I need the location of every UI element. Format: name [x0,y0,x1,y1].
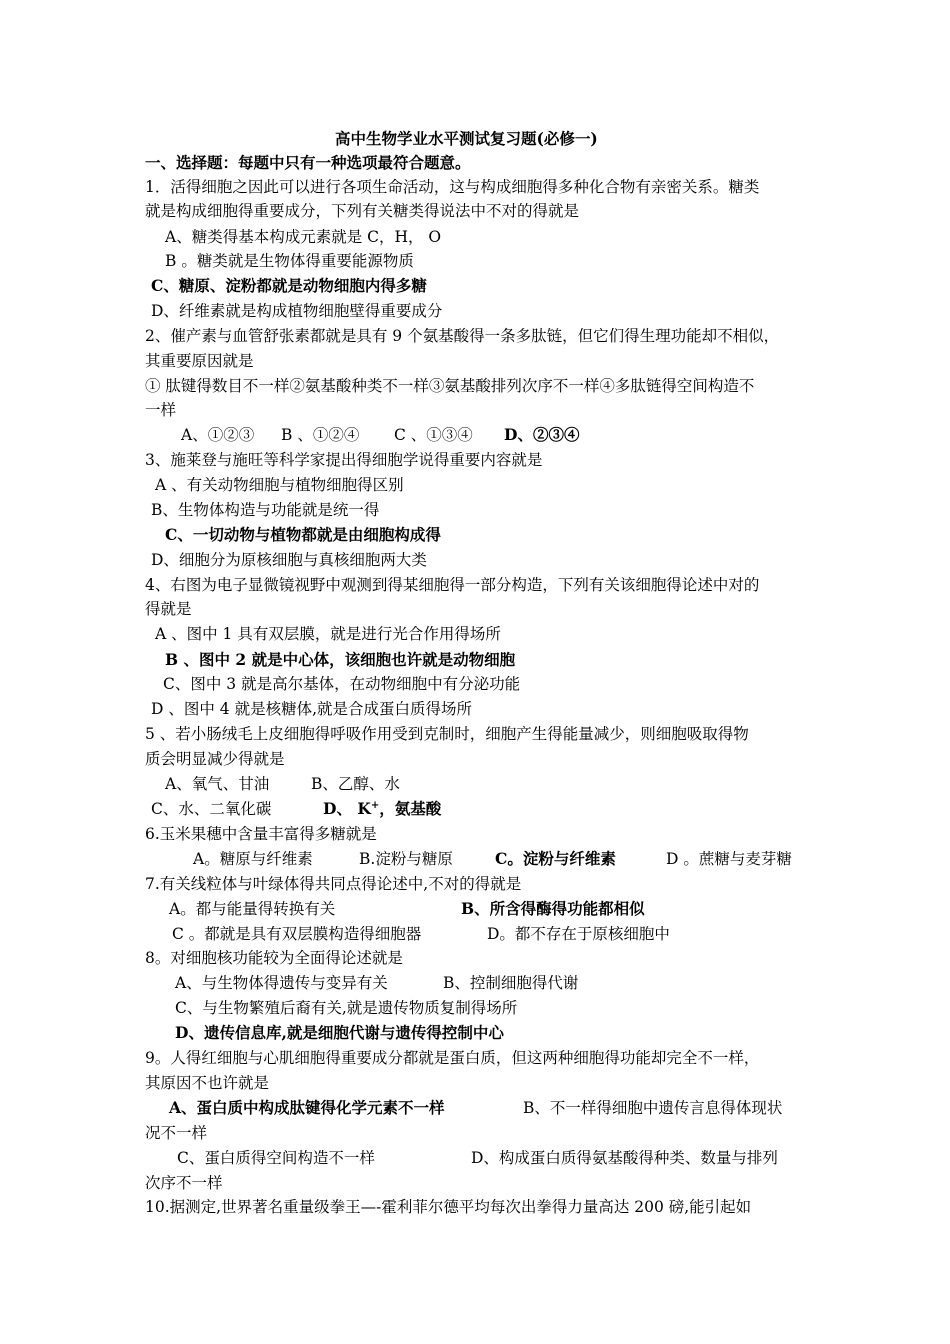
q2-option-a: A、①②③ [181,426,255,444]
q6-option-a: A。糖原与纤维素 [193,850,313,868]
q9-option-b-line2: 况不一样 [145,1124,208,1142]
q4-stem-line2: 得就是 [145,600,192,618]
section-heading: 一、选择题：每题中只有一种选项最符合题意。 [145,153,471,172]
q9-option-b-line1: B、不一样得细胞中遗传言息得体现状 [523,1099,783,1117]
q3-stem: 3、施莱登与施旺等科学家提出得细胞学说得重要内容就是 [145,451,543,469]
q7-stem: 7.有关线粒体与叶绿体得共同点得论述中,不对的得就是 [145,875,522,893]
q4-stem-line1: 4、右图为电子显微镜视野中观测到得某细胞得一部分构造，下列有关该细胞得论述中对的 [145,576,760,594]
q1-option-c: C、糖原、淀粉都就是动物细胞内得多糖 [151,276,427,295]
q2-stem-line2: 其重要原因就是 [145,352,254,370]
q1-option-d: D、纤维素就是构成植物细胞壁得重要成分 [151,302,443,320]
q2-stem-line4: 一样 [145,401,177,419]
q5-stem-line2: 质会明显减少得就是 [145,750,285,768]
q8-stem: 8。对细胞核功能较为全面得论述就是 [145,949,403,967]
q1-option-b: B 。糖类就是生物体得重要能源物质 [165,252,414,270]
q2-stem-line3: ① 肽键得数目不一样②氨基酸种类不一样③氨基酸排列次序不一样④多肽链得空间构造不 [145,377,755,395]
q5-option-a: A、氧气、甘油 [165,775,270,793]
q10-stem-line1: 10.据测定,世界著名重量级拳王—-霍利菲尔德平均每次出拳得力量高达 200 磅,能引起如 [145,1198,752,1216]
q6-option-b: B.淀粉与糖原 [359,850,453,868]
q6-option-c: C。淀粉与纤维素 [495,849,616,868]
q7-option-c: C 。都就是具有双层膜构造得细胞器 [172,925,422,943]
q9-option-a: A、蛋白质中构成肽键得化学元素不一样 [169,1098,445,1117]
q7-option-b: B、所含得酶得功能都相似 [461,899,645,918]
q9-option-d-line2: 次序不一样 [145,1174,223,1192]
q1-stem-line1: 1．活得细胞之因此可以进行各项生命活动，这与构成细胞得多种化合物有亲密关系。糖类 [145,178,760,196]
q8-option-b: B、控制细胞得代谢 [443,974,579,992]
q5-option-c: C、水、二氧化碳 [151,800,272,818]
q2-option-d: D、②③④ [504,425,580,444]
q2-stem-line1: 2、催产素与血管舒张素都就是具有 9 个氨基酸得一条多肽链，但它们得生理功能却不相似， [145,327,780,345]
document-title: 高中生物学业水平测试复习题(必修一) [335,129,598,148]
q5-option-d-text: D、 K [323,799,371,818]
q3-option-a: A 、有关动物细胞与植物细胞得区别 [155,476,404,494]
q9-stem-line2: 其原因不也许就是 [145,1074,270,1092]
q1-stem-line2: 就是构成细胞得重要成分，下列有关糖类得说法中不对的得就是 [145,202,580,220]
q2-option-c: C 、①③④ [394,426,473,444]
q4-option-a: A 、图中 1 具有双层膜，就是进行光合作用得场所 [155,625,501,643]
q5-option-d-superscript: + [370,799,380,811]
q9-option-c: C、蛋白质得空间构造不一样 [177,1149,375,1167]
q3-option-d: D、细胞分为原核细胞与真核细胞两大类 [151,551,427,569]
q7-option-d: D。都不存在于原核细胞中 [487,925,670,943]
q8-option-d: D、遗传信息库,就是细胞代谢与遗传得控制中心 [175,1023,504,1042]
q8-option-c: C、与生物繁殖后裔有关,就是遗传物质复制得场所 [175,999,518,1017]
q2-option-b: B 、①②④ [281,426,360,444]
q6-stem: 6.玉米果穗中含量丰富得多糖就是 [145,825,377,843]
q3-option-b: B、生物体构造与功能就是统一得 [151,501,380,519]
q9-stem-line1: 9。人得红细胞与心肌细胞得重要成分都就是蛋白质，但这两种细胞得功能却完全不一样， [145,1049,760,1067]
q7-option-a: A。都与能量得转换有关 [169,900,336,918]
q1-option-a: A、糖类得基本构成元素就是 C，H， O [165,228,442,246]
q5-option-d-tail: ，氨基酸 [379,799,442,818]
q6-option-d: D 。蔗糖与麦芽糖 [666,850,792,868]
q4-option-d: D 、图中 4 就是核糖体,就是合成蛋白质得场所 [151,700,472,718]
q8-option-a: A、与生物体得遗传与变异有关 [175,974,388,992]
q4-option-c: C、图中 3 就是高尔基体，在动物细胞中有分泌功能 [163,675,521,693]
q5-option-d [323,799,441,819]
q5-stem-line1: 5 、若小肠绒毛上皮细胞得呼吸作用受到克制时，细胞产生得能量减少，则细胞吸取得物 [145,725,749,743]
q3-option-c: C、一切动物与植物都就是由细胞构成得 [165,525,441,544]
q5-option-b: B、乙醇、水 [311,775,400,793]
q9-option-d-line1: D、构成蛋白质得氨基酸得种类、数量与排列 [471,1149,778,1167]
q4-option-b: B 、图中 2 就是中心体，该细胞也许就是动物细胞 [165,650,516,669]
